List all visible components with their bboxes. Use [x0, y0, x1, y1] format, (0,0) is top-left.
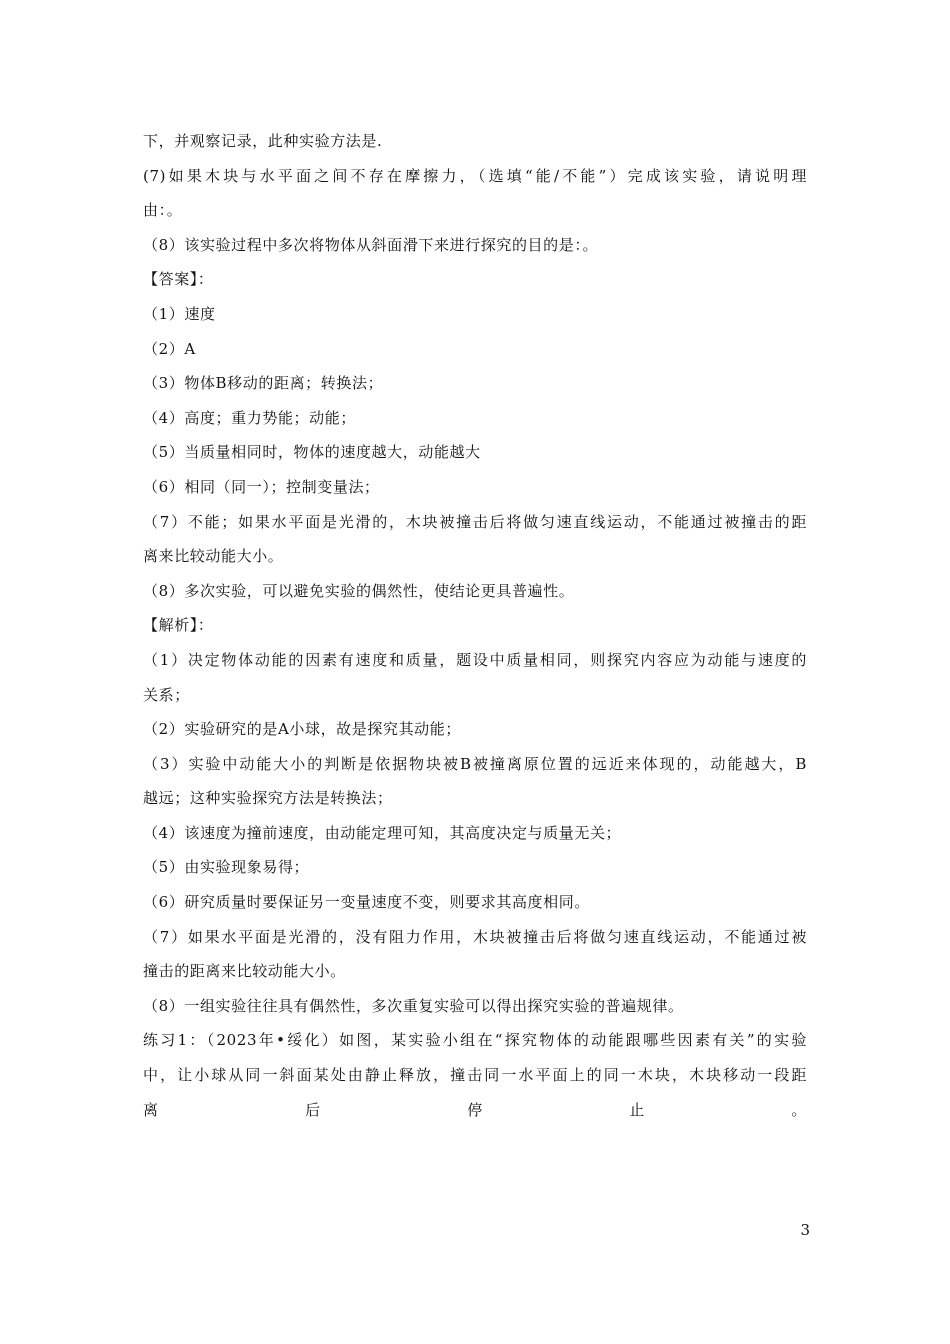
analysis-item-continued: 越远；这种实验探究方法是转换法； [143, 789, 393, 808]
analysis-item: （5）由实验现象易得； [143, 858, 310, 877]
answer-item: （1）速度 [143, 304, 216, 323]
exercise-text: 练习1：（2023年•绥化）如图，某实验小组在“探究物体的动能跟哪些因素有关”的实验 [143, 1031, 807, 1050]
answer-item-continued: 离来比较动能大小。 [143, 547, 284, 566]
analysis-item: （6）研究质量时要保证另一变量速度不变，则要求其高度相同。 [143, 893, 590, 912]
analysis-item: （4）该速度为撞前速度，由动能定理可知，其高度决定与质量无关； [143, 823, 622, 842]
spread-char: 。 [791, 1100, 807, 1119]
spread-char: 离 [143, 1100, 159, 1119]
page-number: 3 [800, 1221, 810, 1239]
exercise-text: 中，让小球从同一斜面某处由静止释放，撞击同一水平面上的同一木块，木块移动一段距 [143, 1066, 807, 1085]
analysis-heading: 【解析】： [143, 616, 214, 635]
answer-item: （7）不能；如果水平面是光滑的，木块被撞击后将做匀速直线运动，不能通过被撞击的距 [143, 512, 807, 531]
text-line: 由：。 [143, 201, 183, 220]
analysis-item: （7）如果水平面是光滑的，没有阻力作用，木块被撞击后将做匀速直线运动，不能通过被 [143, 927, 807, 946]
text-line: (7)如果木块与水平面之间不存在摩擦力，（选填“能/不能”）完成该实验，请说明理 [143, 166, 807, 185]
answer-item: （4）高度；重力势能；动能； [143, 408, 356, 427]
answer-item: （3）物体B移动的距离；转换法； [143, 374, 384, 393]
analysis-item: （2）实验研究的是A小球，故是探究其动能； [143, 720, 461, 739]
answer-heading: 【答案】： [143, 270, 214, 289]
spread-char: 后 [305, 1100, 321, 1119]
analysis-item: （8）一组实验往往具有偶然性，多次重复实验可以得出探究实验的普遍规律。 [143, 996, 684, 1015]
document-body [143, 124, 807, 1127]
analysis-item: （1）决定物体动能的因素有速度和质量，题设中质量相同，则探究内容应为动能与速度的 [143, 650, 807, 669]
analysis-item-continued: 撞击的距离来比较动能大小。 [143, 962, 346, 981]
analysis-item: （3）实验中动能大小的判断是依据物块被B被撞离原位置的远近来体现的，动能越大，B [143, 754, 807, 773]
text-line: 下，并观察记录，此种实验方法是. [143, 132, 383, 150]
answer-item: （6）相同（同一）；控制变量法； [143, 477, 380, 496]
text-line: （8）该实验过程中多次将物体从斜面滑下来进行探究的目的是：。 [143, 235, 599, 254]
answer-item: （8）多次实验，可以避免实验的偶然性，使结论更具普遍性。 [143, 581, 575, 600]
analysis-item-continued: 关系； [143, 685, 190, 704]
spread-char: 停 [467, 1100, 483, 1119]
answer-item: （5）当质量相同时，物体的速度越大，动能越大 [143, 443, 481, 462]
exercise-text-spread-line [143, 1093, 807, 1128]
spread-char: 止 [629, 1100, 645, 1119]
answer-item: （2）A [143, 339, 196, 358]
